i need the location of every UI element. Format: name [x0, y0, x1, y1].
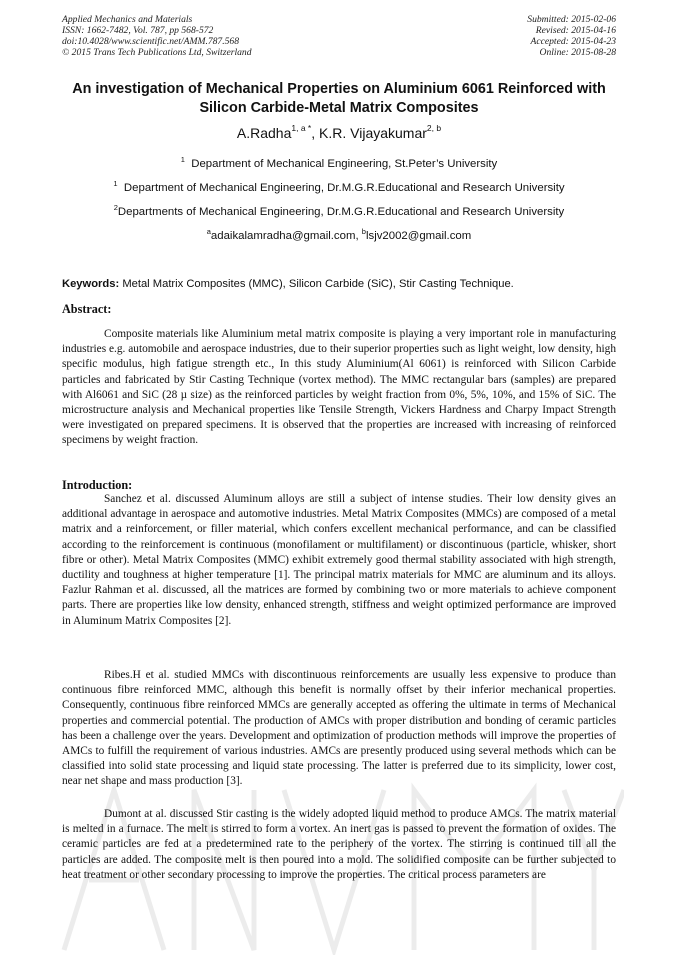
- email-line: [62, 229, 616, 243]
- body-paragraph: Ribes.H et al. studied MMCs with discontinuous reinforcements are usually less expensive to produce than continuous fibre reinforced MMC, although this benefit is normally offset by their inferior mechanical properties. Consequently, continuous fibre reinforced MMCs are generally accepted as offering the ultimate in terms of Mechanical properties and commercial potential. The production of AMCs with proper distribution and bonding of ceramic particles has been a challenge over the years. Development and optimization of production methods will improve the properties of AMCs to fulfill the requirement of various industries. AMCs are presently produced using several methods which can be classified into solid state processing and liquid state processing. The latter is preferred due to its simplicity, lower cost, near net shape and mass production [3].: [62, 669, 616, 788]
- introduction-heading: Introduction:: [62, 478, 133, 492]
- doi-line: doi:10.4028/www.scientific.net/AMM.787.568: [62, 36, 240, 47]
- author-name: K.R. Vijayakumar: [319, 125, 427, 141]
- issn-line: ISSN: 1662-7482, Vol. 787, pp 568-572: [62, 25, 214, 36]
- affiliation-number: 1: [180, 155, 185, 164]
- accepted-date: Accepted: 2015-04-23: [530, 36, 616, 47]
- affiliation-number: 2: [113, 203, 118, 212]
- author-separator: ,: [311, 125, 320, 141]
- abstract-text: Composite materials like Aluminium metal matrix composite is playing a very important role in manufacturing industries e.g. automobile and aerospace industries, due to their superior properties such as light weight, low density, high specific modulus, high fatigue strength etc., In this study Aluminium(Al 6061) is reinforced with Silicon Carbide particles and fabricated by Stir Casting Technique (vortex method). The MMC rectangular bars (samples) are prepared with Al6061 and SiC (28 µ size) as the reinforced particles by weight fraction from 0%, 5%, 10%, and 15% of SiC. The microstructure analysis and Mechanical properties like Tensile Strength, Vickers Hardness and Charpy Impact Strength were investigated on prepared specimens. It is observed that the properties are increased with increasing of reinforced specimens by weight fraction.: [62, 328, 616, 447]
- keywords-label: Keywords:: [62, 278, 120, 290]
- copyright-line: © 2015 Trans Tech Publications Ltd, Switzerland: [62, 47, 252, 58]
- paper-title: An investigation of Mechanical Properties on Aluminium 6061 Reinforced with Silicon Carbide-Metal Matrix Composites: [72, 81, 606, 116]
- submitted-date: Submitted: 2015-02-06: [527, 14, 616, 25]
- affiliation-number: 1: [113, 179, 118, 188]
- abstract-heading: Abstract:: [62, 302, 112, 316]
- body-paragraph: Dumont at al. discussed Stir casting is the widely adopted liquid method to produce AMCs. The matrix material is melted in a furnace. The melt is stirred to form a vortex. An inert gas is passed to prevent the formation of oxides. The ceramic particles are fed at a predetermined rate to the periphery of the vortex. The stirring is continued till all the particles are added. The composite melt is then poured into a mold. The solidified composite can be further subjected to heat treatment or other secondary processing to improve the properties. The critical process parameters are: [62, 808, 616, 881]
- keywords-text: Metal Matrix Composites (MMC), Silicon Carbide (SiC), Stir Casting Technique.: [122, 278, 514, 290]
- body-paragraph: Sanchez et al. discussed Aluminum alloys are still a subject of intense studies. Their low density gives an additional advantage in aerospace and automotive industries. Metal Matrix Composites (MMCs) are composed of a metal matrix and a reinforcement, or filler material, which confers excellent mechanical performance, and can be classified according to the reinforcement is continuous (monofilament or multifilament) or discontinuous (particle, whisker, short fibre or other). Metal Matrix Composites (MMC) exhibit extremely good thermal stability associated with high strength, ductility and toughness at higher temperature [1]. The principal matrix materials for MMC are aluminum and its alloys. Fazlur Rahman et al. discussed, all the matrices are formed by combining two or more materials to achieve component parts. There are properties like low density, enhanced strength, stiffness and weight optimized performance are improved in Aluminum Matrix Composites [2].: [62, 493, 616, 627]
- email-address[interactable]: adaikalamradha@gmail.com: [210, 230, 356, 242]
- email-superscript: a: [206, 227, 211, 236]
- email-separator: ,: [355, 230, 362, 242]
- email-superscript: b: [361, 227, 366, 236]
- journal-info: [62, 14, 252, 58]
- affiliation: [62, 157, 616, 171]
- journal-name: Applied Mechanics and Materials: [62, 14, 193, 25]
- online-date: Online: 2015-08-28: [539, 47, 616, 58]
- affiliation-text: Department of Mechanical Engineering, St.Peter’s University: [191, 158, 498, 170]
- author-superscript: 2, b: [426, 123, 442, 133]
- submission-dates: [527, 14, 616, 58]
- affiliation: [62, 205, 616, 219]
- affiliation-text: Departments of Mechanical Engineering, Dr.M.G.R.Educational and Research University: [117, 206, 565, 218]
- author-superscript: 1, a *: [291, 123, 312, 133]
- affiliation-text: Department of Mechanical Engineering, Dr.M.G.R.Educational and Research University: [123, 182, 565, 194]
- author-line: [62, 124, 616, 142]
- author-name: A.Radha: [236, 125, 292, 141]
- revised-date: Revised: 2015-04-16: [535, 25, 616, 36]
- affiliation: [62, 181, 616, 195]
- email-address[interactable]: lsjv2002@gmail.com: [365, 230, 472, 242]
- keywords: [62, 277, 616, 291]
